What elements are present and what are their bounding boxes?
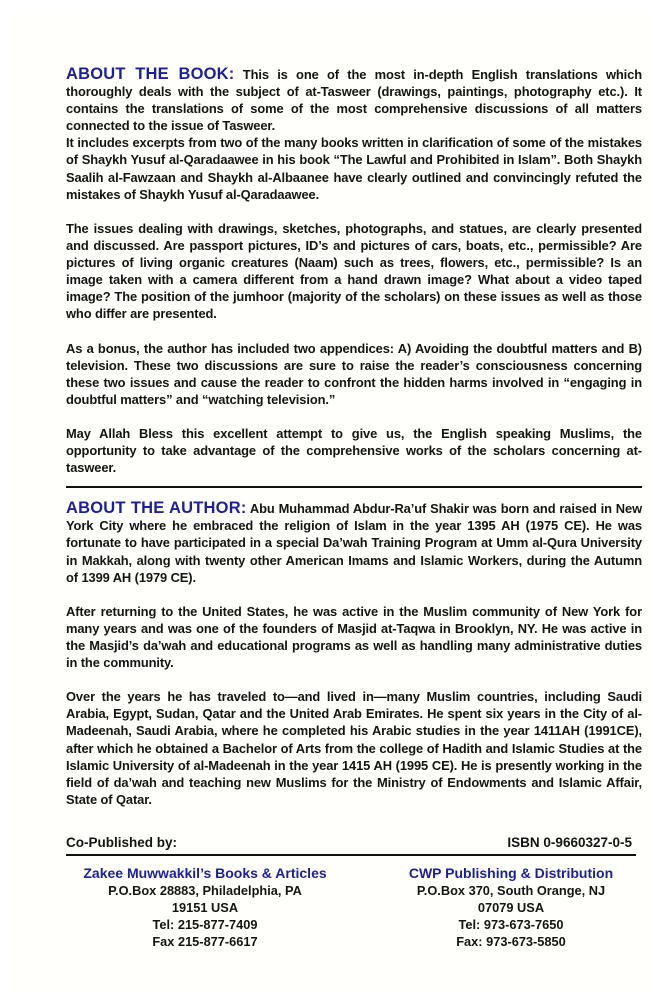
footer-header (66, 830, 642, 850)
about-author-heading: ABOUT THE AUTHOR: (66, 499, 247, 518)
publisher-fax: Fax: 973-673-5850 (456, 934, 566, 949)
publisher-footer (66, 830, 642, 950)
publisher-address-line1: P.O.Box 370, South Orange, NJ (416, 883, 606, 898)
publisher-card (366, 864, 651, 950)
about-author-section (66, 500, 642, 808)
about-book-paragraph: May Allah Bless this excellent attempt to give us, the English speaking Muslims, the opportunity to take advantage of the comprehensive works of the scholars concerning at-tasweer. (66, 425, 642, 476)
section-divider (66, 486, 642, 488)
publisher-name: CWP Publishing & Distribution (408, 865, 614, 881)
publisher-address-line2: 19151 USA (171, 900, 239, 915)
footer-divider (66, 854, 636, 856)
publisher-card (60, 864, 350, 950)
about-book-paragraph: It includes excerpts from two of the many books written in clarification of some of the mistakes of Shaykh Yusuf al-Qaradaawee in his book “The Lawful and Prohibited in Islam”. Both Shaykh Saalih al-Fawzaan and Shaykh al-Albaanee have clearly outlined and convincingly refuted the mistakes of Shaykh Yusuf al-Qaradaawee. (66, 135, 642, 202)
co-published-label: Co-Published by: (66, 835, 177, 850)
cover-text (66, 66, 642, 808)
publisher-address-line2: 07079 USA (477, 900, 545, 915)
book-back-cover (8, 10, 651, 990)
publishers-list (66, 864, 642, 950)
about-author-paragraph: ABOUT THE AUTHOR: Abu Muhammad Abdur-Ra’uf Shakir was born and raised in New York City where he embraced the religion of Islam in the year 1395 AH (1975 CE). He was fortunate to have participated in a special Da’wah Training Program at Umm al-Qura University in Makkah, along with twenty other American Imams and Islamic Workers, during the Autumn of 1399 AH (1979 CE). (66, 499, 643, 585)
publisher-fax: Fax 215-877-6617 (152, 934, 258, 949)
publisher-tel: Tel: 215-877-7409 (152, 917, 258, 932)
about-book-paragraph: ABOUT THE BOOK: This is one of the most in-depth English translations which thoroughly deals with the subject of at-Tasweer (drawings, paintings, photography etc.). It contains the translations of some of the most comprehensive discussions of all matters connected to the issue of Tasweer. (66, 65, 642, 134)
about-book-heading: ABOUT THE BOOK: (66, 65, 235, 83)
about-author-paragraph: After returning to the United States, he was active in the Muslim community of New York for many years and was one of the founders of Masjid at-Taqwa in Brooklyn, NY. He was active in the Masjid’s da’wah and educational programs as well as handling many administrative duties in the community. (66, 603, 642, 671)
isbn: ISBN 0-9660327-0-5 (507, 835, 632, 850)
about-book-section (66, 66, 642, 476)
publisher-name: Zakee Muwwakkil’s Books & Articles (83, 865, 327, 881)
about-book-paragraph: The issues dealing with drawings, sketches, photographs, and statues, are clearly presented and discussed. Are passport pictures, ID’s and pictures of cars, boats, etc., permissible? Are pictures of living organic creatures (Naam) such as trees, flowers, etc., permissible? Is an image taken with a camera different from a hand drawn image? What about a video taped image? The position of the jumhoor (majority of the scholars) on these issues as well as those who differ are presented. (66, 220, 642, 322)
publisher-tel: Tel: 973-673-7650 (458, 917, 564, 932)
publisher-address-line1: P.O.Box 28883, Philadelphia, PA (108, 883, 302, 898)
about-author-paragraph: Over the years he has traveled to—and lived in—many Muslim countries, including Saudi Arabia, Egypt, Sudan, Qatar and the United Arab Emirates. He spent six years in the City of al- Madeenah, Saudi Arabia, where he completed his Arabic studies in the year 1411AH (1991CE), after which he obtained a Bachelor of Arts from the college of Hadith and Islamic Studies at the Islamic University of al-Madeenah in the year 1415 AH (1995 CE). He is presently working in the field of da’wah and teaching new Muslims for the Ministry of Endowments and Islamic Affair, State of Qatar. (66, 689, 642, 807)
about-book-paragraph: As a bonus, the author has included two appendices: A) Avoiding the doubtful matters and B) television. These two discussions are sure to raise the reader’s consciousness concerning these two issues and cause the reader to confront the hidden harms involved in “engaging in doubtful matters” and “watching television.” (66, 340, 642, 407)
